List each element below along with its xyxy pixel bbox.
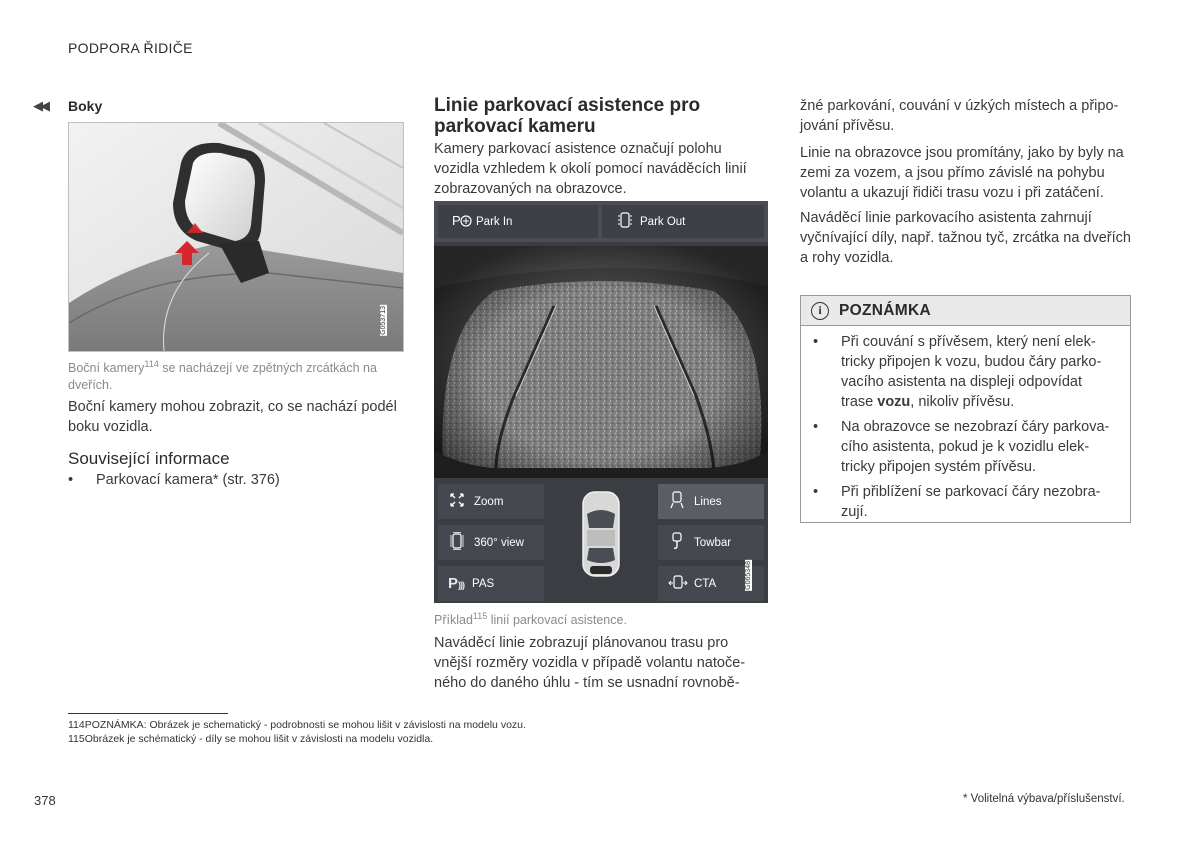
note-box: [800, 295, 1131, 523]
note-item: • Při couvání s přívěsem, který není elek-tricky připojen k vozu, budou čáry parko-vacího asistenta na displeji odpovídat trase vozu, nikoliv přívěsu.: [813, 334, 1102, 410]
car-top-view-icon: [577, 488, 625, 580]
lines-button[interactable]: Lines: [658, 484, 764, 519]
side-mirror-figure: [68, 122, 404, 352]
note-title: POZNÁMKA: [839, 301, 931, 319]
side-mirror-illustration: [69, 123, 403, 351]
note-list: [801, 326, 1130, 522]
footnote-114: 114POZNÁMKA: Obrázek je schematický - podrobnosti se mohou lišit v závislosti na modelu vozu.: [68, 719, 526, 731]
note-item: • Při přiblížení se parkovací čáry nezobra-zují.: [813, 484, 1101, 520]
projected-lines-paragraph: Linie na obrazovce jsou promítány, jako by byly na zemi za vozem, a jsou přímo závislé na pohybu volantu a ukazují řidiči trasu vozu i při zatáčení.: [800, 145, 1124, 201]
guide-lines-paragraph: Naváděcí linie zobrazují plánovanou trasu pro vnější rozměry vozidla v případě volantu natoče- ného do daného úhlu - tím se usnadní rovnobě-: [434, 635, 746, 691]
park-out-button[interactable]: Park Out: [602, 205, 764, 238]
towbar-button[interactable]: Towbar: [658, 525, 764, 560]
guide-lines-paragraph-cont: žné parkování, couvání v úzkých místech a připo- jování přívěsu.: [800, 98, 1119, 134]
figure-id: G065348: [745, 561, 752, 590]
pas-icon: P))): [448, 575, 465, 592]
parking-lines-intro: Kamery parkovací asistence označují polohu vozidla vzhledem k okolí pomocí naváděcích linií zobrazovaných na obrazovce.: [434, 141, 747, 197]
protruding-parts-paragraph: Naváděcí linie parkovacího asistenta zahrnují vyčnívající díly, např. tažnou tyč, zrcátka na dveřích a rohy vozidla.: [800, 210, 1131, 266]
zoom-button[interactable]: Zoom: [438, 484, 544, 519]
back-arrow-icon[interactable]: ◀◀: [33, 98, 47, 113]
towbar-icon: [668, 532, 686, 553]
view-360-button[interactable]: 360° view: [438, 525, 544, 560]
svg-text:P: P: [452, 213, 461, 228]
page-header: PODPORA ŘIDIČE: [68, 40, 193, 56]
screen-bottom-controls: [434, 478, 768, 603]
side-cameras-description: Boční kamery mohou zobrazit, co se nachází podél boku vozidla.: [68, 399, 397, 435]
cross-traffic-icon: [668, 573, 686, 594]
rear-camera-view: [434, 246, 768, 478]
park-in-button[interactable]: P Park In: [438, 205, 598, 238]
related-link-parking-camera[interactable]: Parkovací kamera* (str. 376): [96, 472, 280, 488]
footnote-ref-114[interactable]: 114: [144, 359, 159, 369]
figure-caption-2: Příklad$^{115}$ linií parkovací asistence.: [434, 611, 627, 628]
optional-equipment-note: * Volitelná výbava/příslušenství.: [963, 793, 1125, 805]
car-360-icon: [448, 532, 466, 553]
footnote-ref-115[interactable]: 115: [472, 611, 488, 621]
parking-lines-heading: Linie parkovací asistence pro parkovací kameru: [434, 95, 701, 137]
zoom-icon: [448, 492, 466, 511]
figure-id: G053713: [380, 306, 387, 335]
footnote-115: 115Obrázek je schématický - díly se mohou lišit v závislosti na modelu vozidla.: [68, 733, 434, 745]
figure-caption-1: Boční kamery$^{114}$ se nacházejí ve zpětných zrcátkách na dveřích.: [68, 359, 377, 393]
related-info-heading: Související informace: [68, 449, 230, 468]
park-in-icon: [452, 212, 470, 231]
info-icon: i: [811, 302, 829, 320]
camera-screen-figure: [434, 201, 768, 603]
cta-button[interactable]: CTA: [658, 566, 764, 601]
car-lines-icon: [668, 491, 686, 512]
note-item: • Na obrazovce se nezobrazí čáry parkova-cího asistenta, pokud je k vozidlu elek-tricky připojen systém přívěsu.: [813, 419, 1110, 475]
page-number: 378: [34, 793, 56, 808]
section-title-boky: Boky: [68, 98, 103, 114]
pas-button[interactable]: P))) PAS: [438, 566, 544, 601]
note-header: [801, 296, 1130, 326]
park-out-icon: [616, 211, 634, 232]
footnote-separator: [68, 713, 228, 714]
related-link-row[interactable]: • Parkovací kamera* (str. 376): [68, 472, 280, 488]
screen-top-bar: [434, 201, 768, 242]
